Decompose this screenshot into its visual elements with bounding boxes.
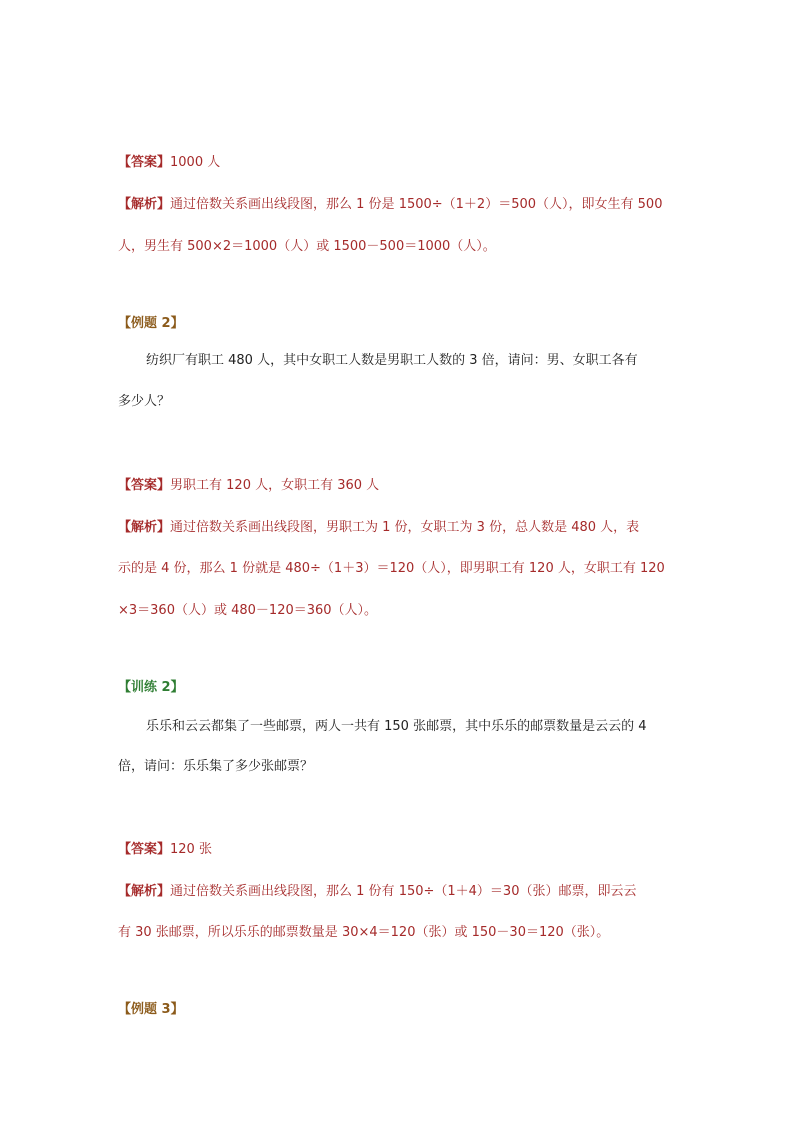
analysis-text: 1500÷（1＋2）＝500（人），即女生有 500	[398, 197, 663, 212]
analysis-text: 150÷（1＋4）＝30（张）邮票，即云云	[398, 884, 637, 899]
analysis-text: 示的是 4 份，那么 1 份就是	[118, 561, 286, 576]
answer-label: 【答案】	[118, 478, 171, 493]
analysis-1-line-2: 人，男生有 500×2＝1000（人）或 1500－500＝1000（人）。	[118, 239, 496, 254]
training-2-line-1: 乐乐和云云都集了一些邮票，两人一共有 150 张邮票，其中乐乐的邮票数量是云云的 4	[146, 719, 647, 734]
answer-label: 【答案】	[118, 842, 171, 857]
example-3-heading: 【例题 3】	[118, 1002, 184, 1017]
analysis-label: 【解析】	[118, 884, 171, 899]
analysis-2-line-2	[118, 557, 665, 576]
analysis-text: 480 人，表	[571, 520, 640, 535]
analysis-3-line-1	[118, 880, 636, 899]
analysis-3-line-2	[118, 921, 609, 940]
answer-2	[118, 474, 379, 493]
answer-text: 120 张	[170, 842, 212, 857]
analysis-text: 通过倍数关系画出线段图，那么 1 份有	[170, 884, 399, 899]
example-2-heading: 【例题 2】	[118, 316, 184, 331]
training-2-line-2: 倍，请问：乐乐集了多少张邮票？	[118, 759, 314, 774]
analysis-label: 【解析】	[118, 520, 171, 535]
analysis-text: 480÷（1＋3）＝120（人），即男职工有 120 人，女职工有 120	[285, 561, 665, 576]
analysis-2-line-1	[118, 516, 639, 535]
answer-text: 1000 人	[170, 155, 221, 170]
example-2-line-1: 纺织厂有职工 480 人，其中女职工人数是男职工人数的 3 倍，请问：男、女职工各有	[146, 353, 638, 368]
example-2-line-2: 多少人？	[118, 394, 171, 409]
analysis-text: 通过倍数关系画出线段图，那么 1 份是	[170, 197, 399, 212]
training-2-heading: 【训练 2】	[118, 680, 184, 695]
analysis-1-line-1	[118, 193, 662, 212]
answer-label: 【答案】	[118, 155, 171, 170]
analysis-text: 30×4＝120（张）或 150－30＝120（张）。	[341, 925, 610, 940]
answer-3	[118, 838, 212, 857]
analysis-text: 有 30 张邮票，所以乐乐的邮票数量是	[118, 925, 342, 940]
answer-text: 男职工有 120 人，女职工有 360 人	[170, 478, 380, 493]
analysis-label: 【解析】	[118, 197, 171, 212]
answer-1	[118, 151, 220, 170]
analysis-text: 通过倍数关系画出线段图，男职工为 1 份，女职工为 3 份，总人数是	[170, 520, 572, 535]
analysis-2-line-3: ×3＝360（人）或 480－120＝360（人）。	[118, 603, 378, 618]
